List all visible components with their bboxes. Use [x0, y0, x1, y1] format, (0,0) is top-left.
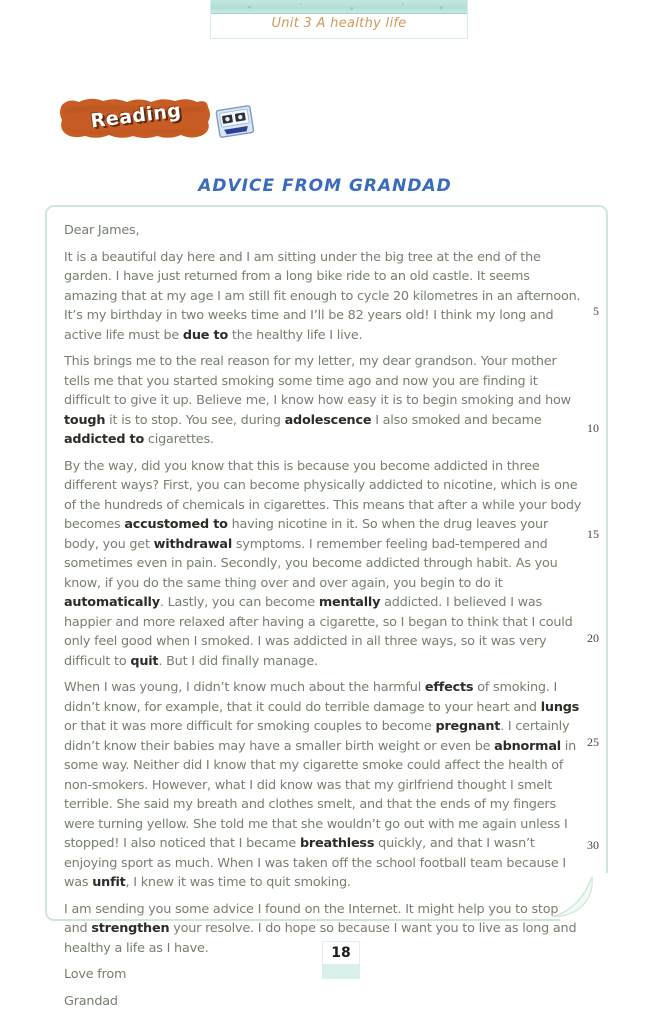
letter-paragraph: It is a beautiful day here and I am sitting under the big tree at the end of the garden. I have just returned from a long bike ride to an old castle. It seems amazing that at my age I am still fit enough to cycle 20 kilometres in an afternoon. It’s my birthday in two weeks time and I’ll be 82 years old! I think my long and active life must be due to the healthy life I live.	[64, 248, 582, 346]
line-number: 20	[579, 631, 599, 646]
reading-passage-title: ADVICE FROM GRANDAD	[0, 176, 650, 196]
letter-signature: Grandad	[64, 992, 582, 1011]
letter-closing: Love from	[64, 965, 582, 985]
unit-label: Unit 3 A healthy life	[211, 16, 467, 31]
reading-section-badge	[55, 94, 213, 144]
letter-paragraph: By the way, did you know that this is because you become addicted in three different ways? First, you can become physically addicted to nicotine, which is one of the hundreds of chemicals in cigarettes. This means that after a while your body becomes accustomed to having nicotine in it. So when the drug leaves your body, you get withdrawal symptoms. I remember feeling bad-tempered and sometimes even in pain. Secondly, you become addicted through habit. As you know, if you do the same thing over and over again, you begin to do it automatically. Lastly, you can become mentally addicted. I believed I was happier and more relaxed after having a cigarette, so I began to think that I could only feel good when I smoked. I was addicted in all three ways, so it was very difficult to quit. But I did finally manage.	[64, 457, 582, 672]
cassette-icon	[213, 101, 257, 143]
line-number: 5	[579, 304, 599, 319]
watercolor-band	[211, 0, 467, 14]
line-number: 30	[579, 838, 599, 853]
page-number: 18	[322, 941, 360, 965]
line-number: 15	[579, 527, 599, 542]
unit-header	[210, 0, 468, 39]
reading-badge-label: Reading	[80, 98, 192, 133]
letter-paragraph: When I was young, I didn’t know much about the harmful effects of smoking. I didn’t know, for example, that it could do terrible damage to your heart and lungs or that it was more difficult for smoking couples to become pregnant. I certainly didn’t know their babies may have a smaller birth weight or even be abnormal in some way. Neither did I know that my cigarette smoke could affect the health of non-smokers. However, what I did know was that my girlfriend thought I smelt terrible. She said my breath and clothes smelt, and that the ends of my fingers were turning yellow. She told me that she wouldn’t go out with me again unless I stopped! I also noticed that I became breathless quickly, and that I wasn’t enjoying sport as much. When I was taken off the school football team because I was unfit, I knew it was time to quit smoking.	[64, 678, 582, 893]
letter-body	[64, 221, 582, 1011]
page-number-band	[322, 965, 360, 979]
line-number: 10	[579, 421, 599, 436]
line-number: 25	[579, 735, 599, 750]
letter-paragraph: I am sending you some advice I found on the Internet. It might help you to stop and strengthen your resolve. I do hope so because I want you to live as long and healthy a life as I have.	[64, 900, 582, 959]
page-curl-decoration	[546, 859, 608, 921]
letter-paragraph: This brings me to the real reason for my letter, my dear grandson. Your mother tells me that you started smoking some time ago and now you are finding it difficult to give it up. Believe me, I know how easy it is to begin smoking and how tough it is to stop. You see, during adolescence I also smoked and became addicted to cigarettes.	[64, 352, 582, 450]
letter-container	[45, 205, 608, 921]
letter-salutation: Dear James,	[64, 221, 582, 241]
